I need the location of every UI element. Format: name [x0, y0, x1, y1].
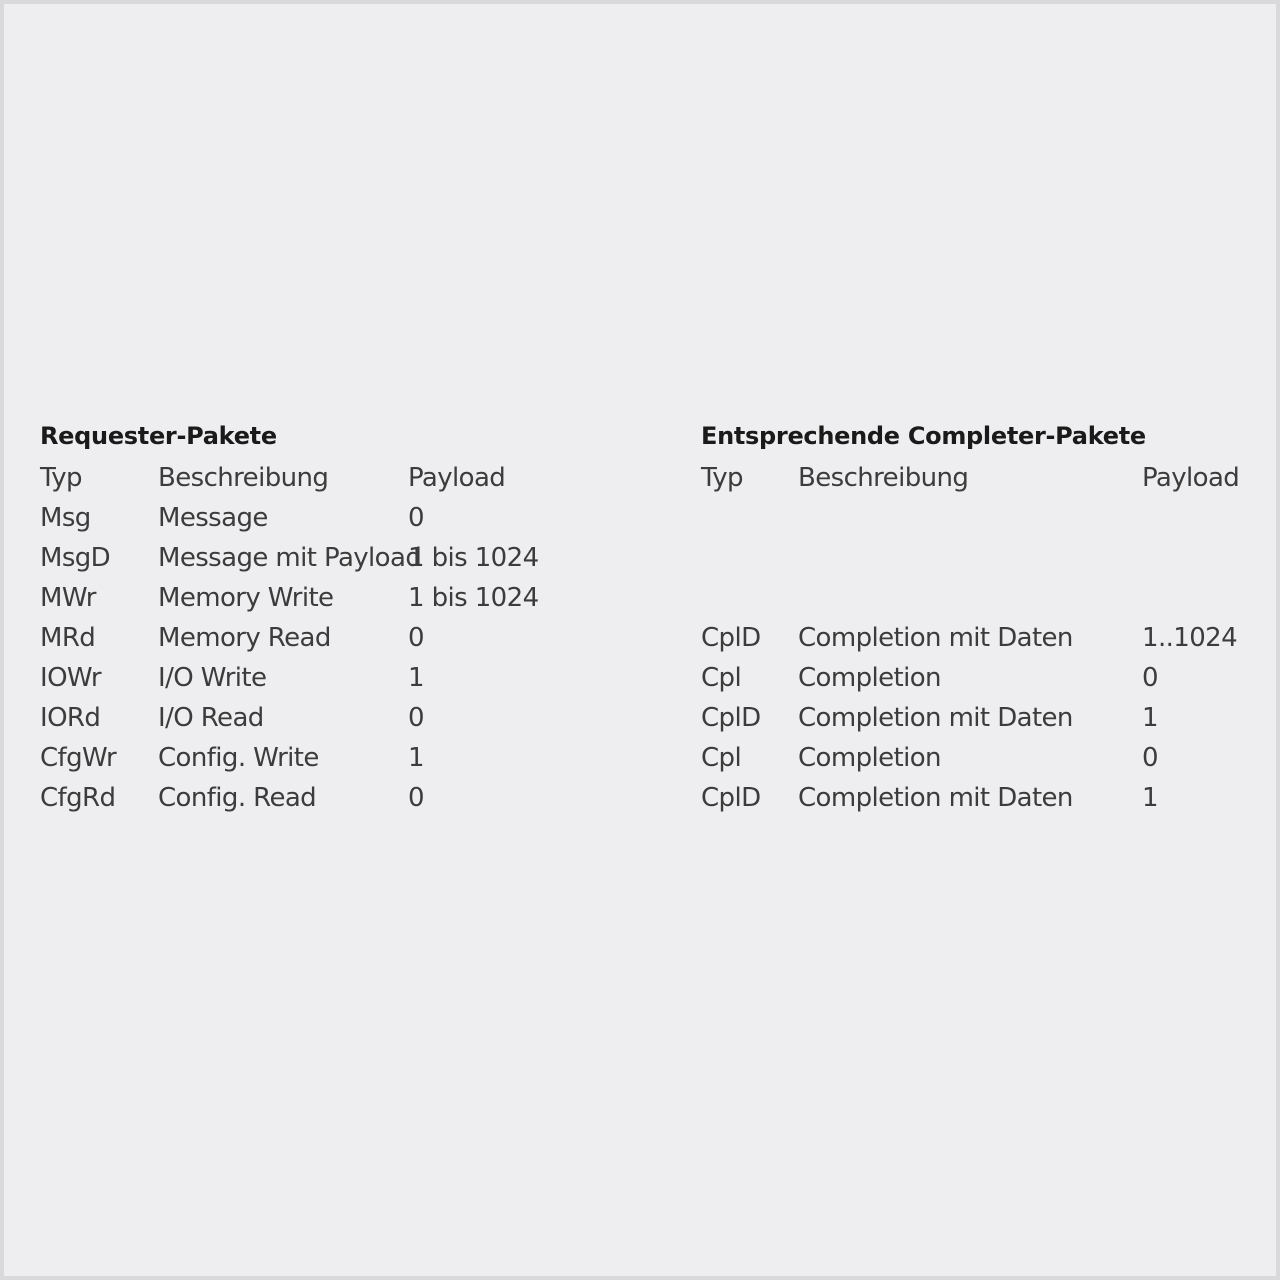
cell-payload: 0 [408, 623, 424, 653]
table-row [701, 738, 1261, 778]
cell-payload: 0 [1142, 743, 1158, 773]
cell-payload: 1 [408, 663, 424, 693]
cell-beschreibung: Completion mit Daten [798, 703, 1073, 733]
cell-beschreibung: Memory Read [158, 623, 331, 653]
cell-payload: 1 bis 1024 [408, 543, 539, 573]
page-frame [4, 4, 1276, 1276]
cell-typ: IORd [40, 703, 101, 733]
cell-typ: Msg [40, 503, 91, 533]
requester-title: Requester-Pakete [40, 422, 277, 450]
cell-payload: 1 [1142, 703, 1158, 733]
header-beschreibung: Beschreibung [798, 463, 969, 493]
cell-payload: 1 bis 1024 [408, 583, 539, 613]
cell-payload: 0 [408, 783, 424, 813]
table-row [40, 698, 600, 738]
header-payload: Payload [408, 463, 506, 493]
cell-typ: CplD [701, 783, 761, 813]
cell-typ: MRd [40, 623, 96, 653]
cell-typ: Cpl [701, 663, 742, 693]
cell-beschreibung: Completion mit Daten [798, 783, 1073, 813]
cell-typ: Cpl [701, 743, 742, 773]
cell-typ: CplD [701, 623, 761, 653]
header-typ: Typ [40, 463, 82, 493]
table-row [40, 778, 600, 818]
table-row [40, 658, 600, 698]
table-row [40, 578, 600, 618]
cell-payload: 1 [1142, 783, 1158, 813]
table-row [40, 738, 600, 778]
table-row [40, 498, 600, 538]
cell-typ: CfgRd [40, 783, 116, 813]
cell-payload: 0 [1142, 663, 1158, 693]
cell-typ: CfgWr [40, 743, 117, 773]
cell-payload: 1..1024 [1142, 623, 1238, 653]
cell-beschreibung: Message mit Payload [158, 543, 422, 573]
table-row [701, 698, 1261, 738]
cell-typ: CplD [701, 703, 761, 733]
cell-typ: MsgD [40, 543, 111, 573]
cell-beschreibung: Completion [798, 743, 941, 773]
cell-beschreibung: Message [158, 503, 268, 533]
cell-beschreibung: I/O Read [158, 703, 264, 733]
completer-header-row [701, 458, 1261, 498]
cell-beschreibung: Config. Read [158, 783, 317, 813]
requester-header-row [40, 458, 600, 498]
cell-payload: 0 [408, 503, 424, 533]
cell-payload: 0 [408, 703, 424, 733]
header-typ: Typ [701, 463, 743, 493]
cell-beschreibung: Config. Write [158, 743, 319, 773]
table-row [701, 778, 1261, 818]
header-payload: Payload [1142, 463, 1240, 493]
table-row [701, 618, 1261, 658]
table-row [40, 618, 600, 658]
table-row [40, 538, 600, 578]
cell-typ: MWr [40, 583, 96, 613]
cell-typ: IOWr [40, 663, 101, 693]
completer-title: Entsprechende Completer-Pakete [701, 422, 1146, 450]
cell-beschreibung: I/O Write [158, 663, 267, 693]
header-beschreibung: Beschreibung [158, 463, 329, 493]
cell-beschreibung: Completion [798, 663, 941, 693]
cell-payload: 1 [408, 743, 424, 773]
cell-beschreibung: Memory Write [158, 583, 334, 613]
table-row [701, 658, 1261, 698]
cell-beschreibung: Completion mit Daten [798, 623, 1073, 653]
